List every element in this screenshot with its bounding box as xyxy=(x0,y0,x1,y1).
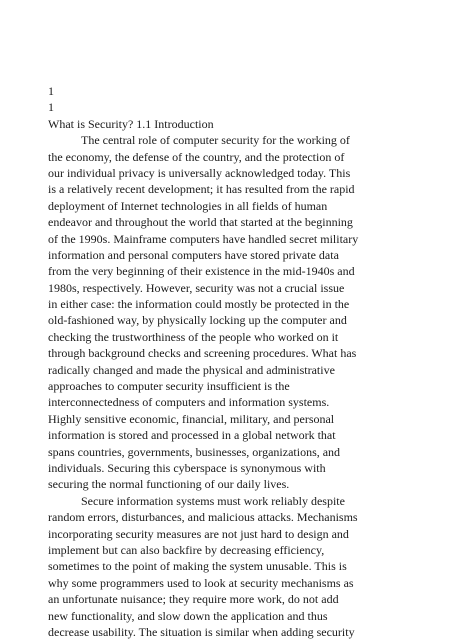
section-title: What is Security? 1.1 Introduction xyxy=(48,116,214,131)
text-line: sometimes to the point of making the system unusable. This is xyxy=(48,559,347,574)
text-line: Secure information systems must work reliably despite xyxy=(81,493,345,508)
chapter-number-line: 1 xyxy=(48,100,54,115)
text-line: information and personal computers have stored private data xyxy=(48,247,339,262)
text-line: incorporating security measures are not just hard to design and xyxy=(48,526,349,541)
text-line: an unfortunate nuisance; they require more work, do not add xyxy=(48,592,339,607)
text-line: why some programmers used to look at security mechanisms as xyxy=(48,575,354,590)
text-line: deployment of Internet technologies in all fields of human xyxy=(48,198,328,213)
text-line: of the 1990s. Mainframe computers have handled secret military xyxy=(48,231,359,246)
text-line: 1980s, respectively. However, security was not a crucial issue xyxy=(48,280,345,295)
text-line: new functionality, and slow down the application and thus xyxy=(48,608,328,623)
text-line: radically changed and made the physical and administrative xyxy=(48,362,335,377)
text-line: checking the trustworthiness of the people who worked on it xyxy=(48,329,339,344)
page-number-line: 1 xyxy=(48,84,54,98)
text-line: endeavor and throughout the world that started at the beginning xyxy=(48,215,353,230)
text-line: approaches to computer security insufficient is the xyxy=(48,379,290,394)
paragraph-1 xyxy=(48,132,428,493)
text-line: is a relatively recent development; it has resulted from the rapid xyxy=(48,182,355,197)
text-line: The central role of computer security for the working of xyxy=(81,133,350,148)
text-line: decrease usability. The situation is similar when adding security xyxy=(48,624,355,639)
text-line: the economy, the defense of the country, and the protection of xyxy=(48,149,345,164)
text-line: our individual privacy is universally acknowledged today. This xyxy=(48,165,351,180)
text-line: from the very beginning of their existence in the mid-1940s and xyxy=(48,264,355,279)
text-line: implement but can also backfire by decreasing efficiency, xyxy=(48,542,325,557)
text-line: interconnectedness of computers and information systems. xyxy=(48,395,330,410)
text-line: Highly sensitive economic, financial, military, and personal xyxy=(48,411,335,426)
text-line: individuals. Securing this cyberspace is synonymous with xyxy=(48,460,326,475)
text-line: in either case: the information could mostly be protected in the xyxy=(48,297,350,312)
paragraph-2 xyxy=(48,493,428,640)
text-line: old-fashioned way, by physically locking up the computer and xyxy=(48,313,347,328)
text-line: securing the normal functioning of our daily lives. xyxy=(48,477,290,492)
text-line: information is stored and processed in a global network that xyxy=(48,428,336,443)
text-line: random errors, disturbances, and malicious attacks. Mechanisms xyxy=(48,510,358,525)
text-line: through background checks and screening procedures. What has xyxy=(48,346,357,361)
document-text xyxy=(48,83,428,640)
text-line: spans countries, governments, businesses, organizations, and xyxy=(48,444,341,459)
